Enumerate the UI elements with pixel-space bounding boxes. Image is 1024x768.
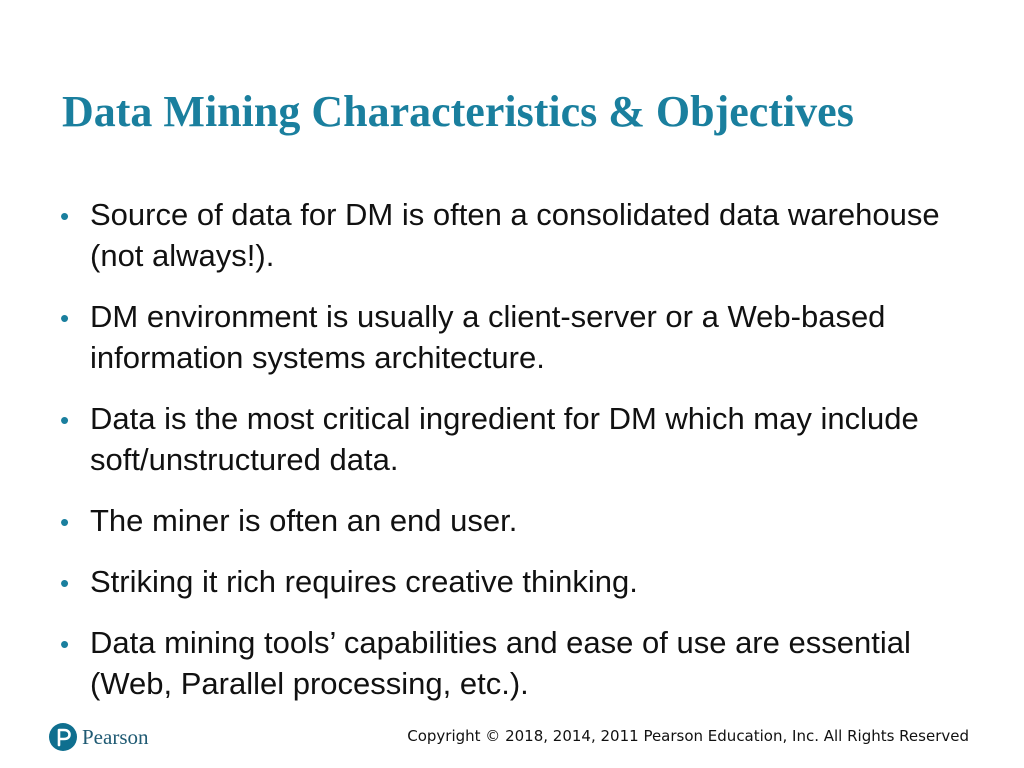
copyright-notice: Copyright © 2018, 2014, 2011 Pearson Education, Inc. All Rights Reserved [407,727,969,745]
bullet-text: Striking it rich requires creative thinking. [90,564,638,599]
bullet-text: Data is the most critical ingredient for DM which may include soft/unstructured data. [90,401,919,477]
bullet-marker: • [60,568,70,598]
bullet-item [60,296,940,378]
pearson-wordmark: Pearson [82,724,149,749]
bullet-marker: • [60,303,70,333]
bullet-item [60,561,940,602]
bullet-marker: • [60,629,70,659]
pearson-logo [49,721,149,753]
bullet-text: DM environment is usually a client-server or a Web-based information systems architecture. [90,299,886,375]
bullet-text: Data mining tools’ capabilities and ease of use are essential (Web, Parallel processing, etc.). [90,625,911,701]
bullet-text: The miner is often an end user. [90,503,518,538]
bullet-marker: • [60,507,70,537]
bullet-list [60,194,940,724]
slide-title: Data Mining Characteristics & Objectives [62,87,854,136]
bullet-item [60,500,940,541]
bullet-item [60,194,940,276]
bullet-marker: • [60,405,70,435]
pearson-p-icon [49,723,77,751]
bullet-item [60,622,940,704]
bullet-marker: • [60,201,70,231]
bullet-item [60,398,940,480]
bullet-text: Source of data for DM is often a consolidated data warehouse (not always!). [90,197,940,273]
